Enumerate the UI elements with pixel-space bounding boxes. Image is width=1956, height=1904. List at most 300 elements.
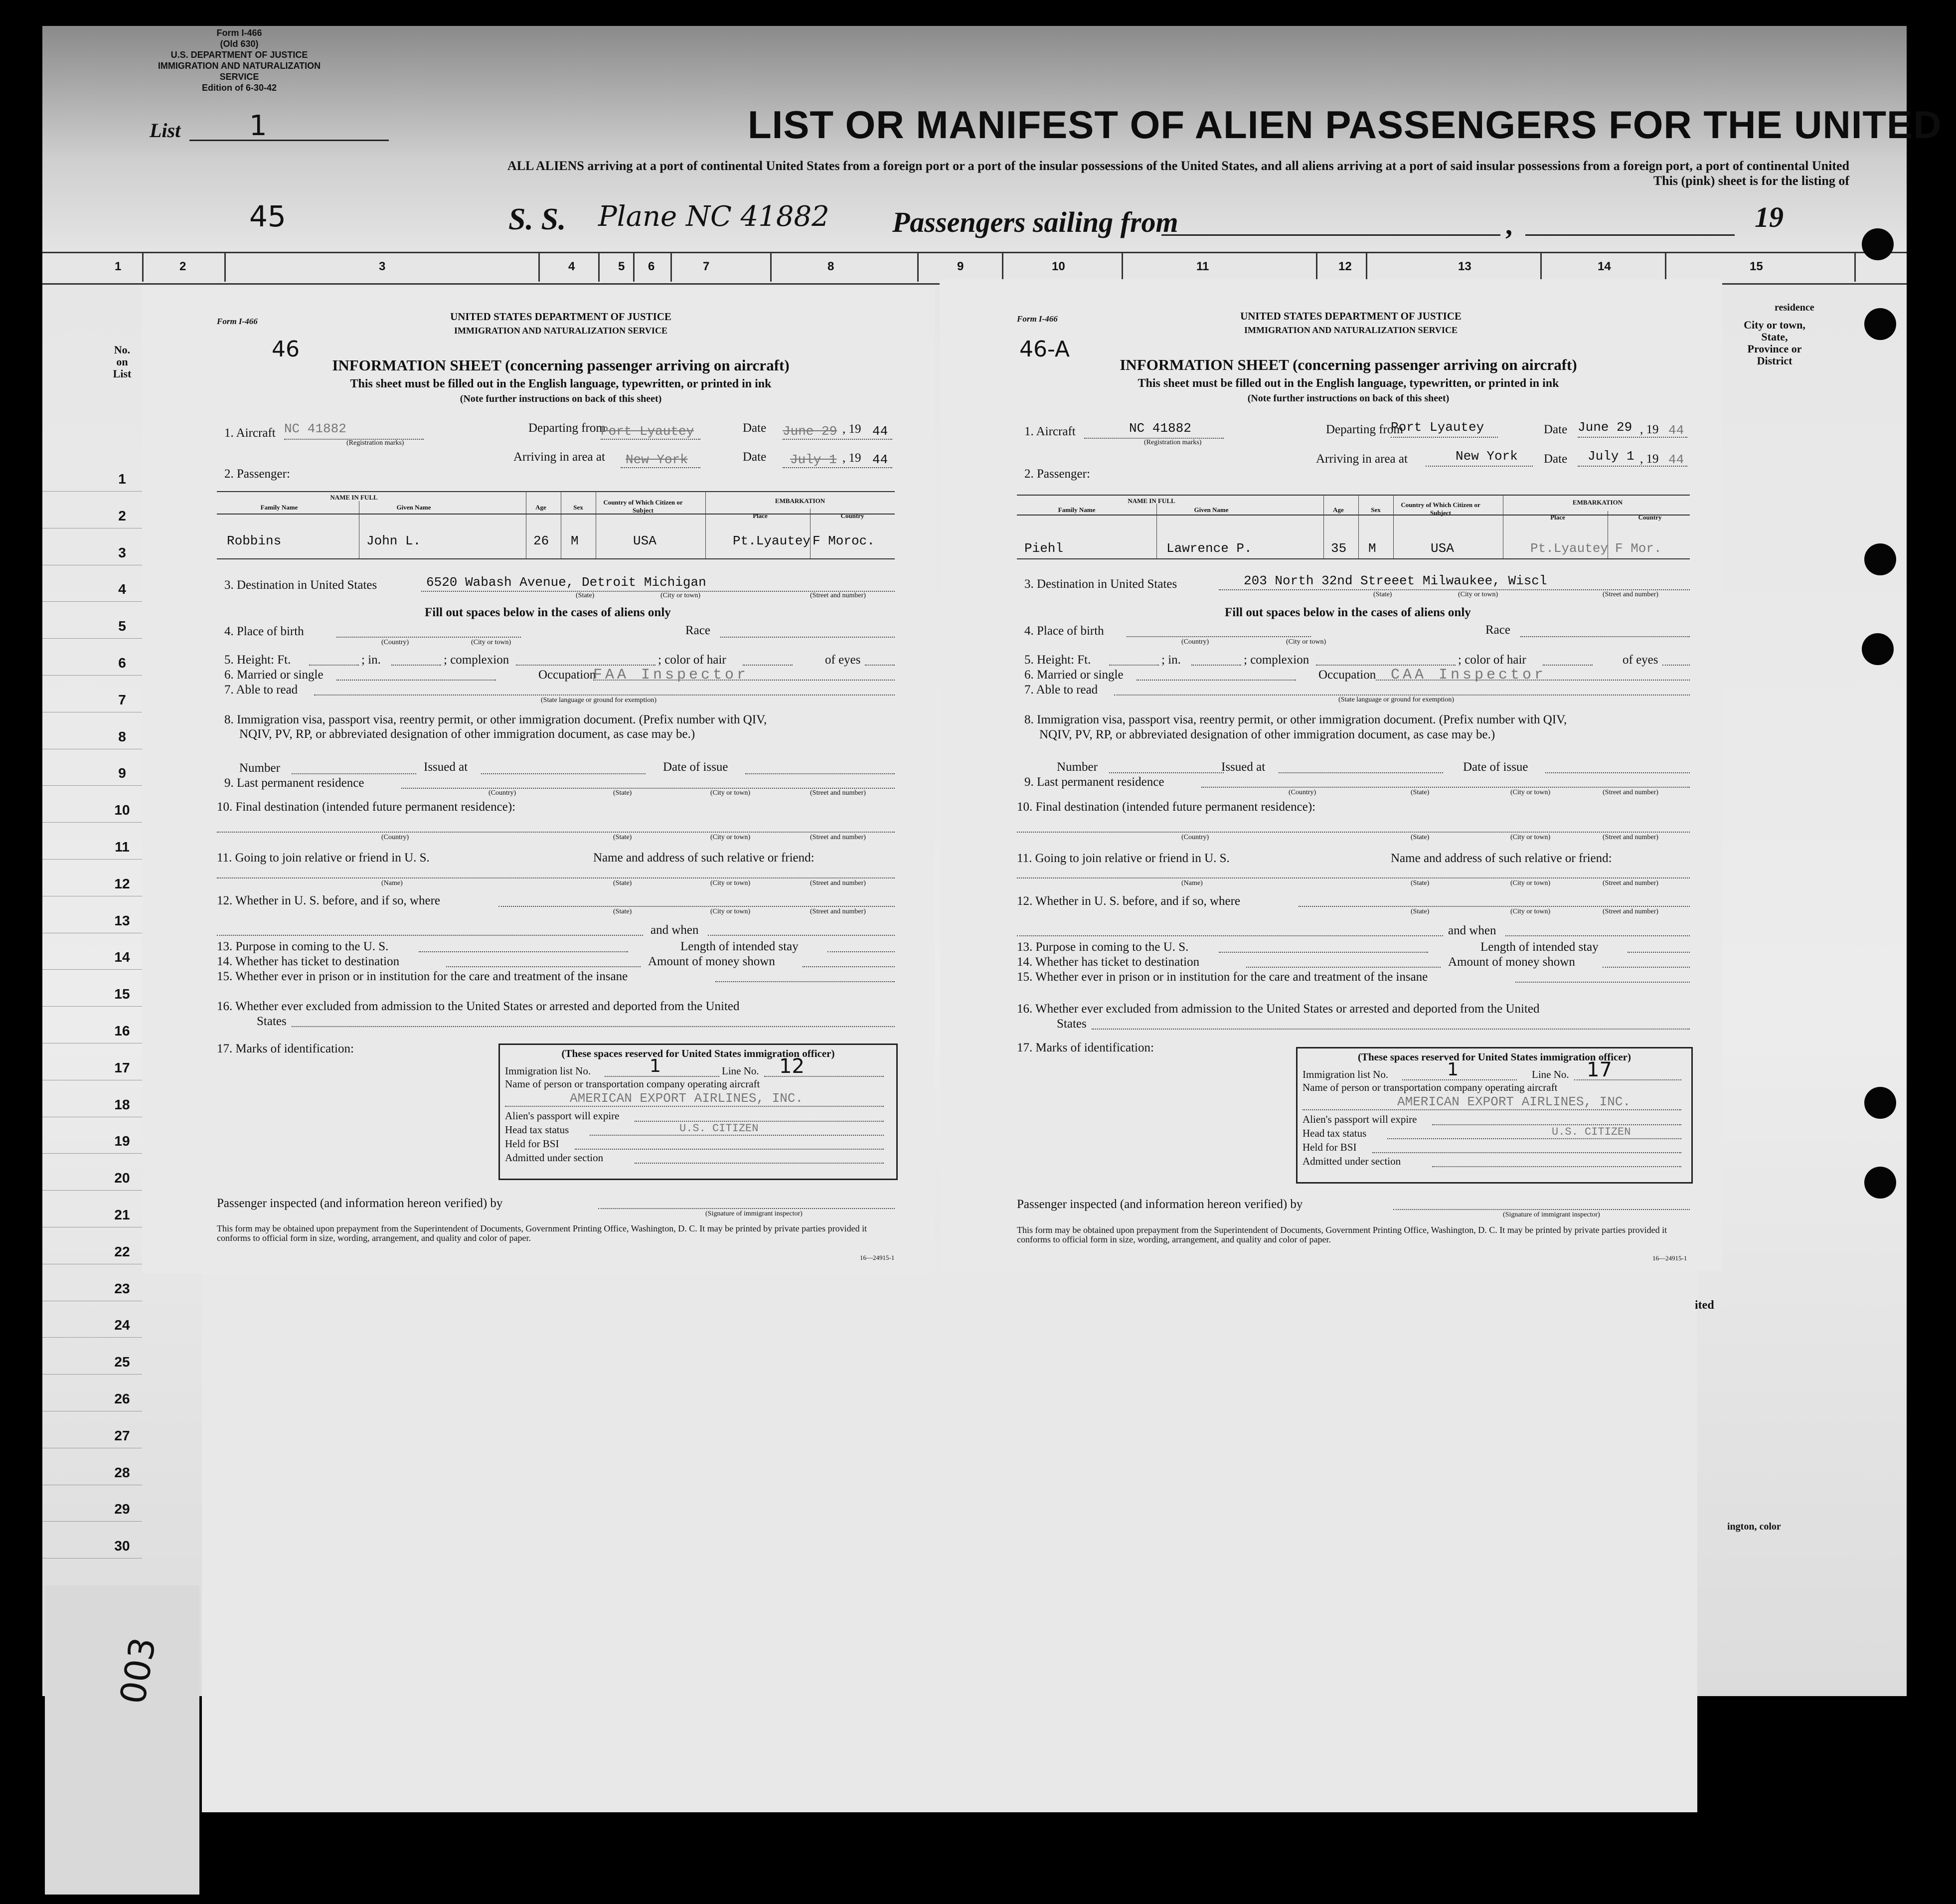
fd-city-caption: (City or town) <box>1510 834 1551 841</box>
passport-expire-label: Alien's passport will expire <box>505 1110 620 1122</box>
sheet-footer: This form may be obtained upon prepayment from the Superintendent of Documents, Government Printing Office, Washington, D. C. It may be printed by private parties provided it conforms to official form in size, wording, arrangement, and quality and color of paper. <box>1017 1225 1667 1244</box>
registration-marks-caption: (Registration marks) <box>1144 439 1202 446</box>
prison-label: 15. Whether ever in prison or in institution for the care and treatment of the insane <box>217 970 628 983</box>
held-bsi-label: Held for BSI <box>505 1138 559 1150</box>
partial-footer-text: ington, color <box>1727 1521 1781 1532</box>
department-name: UNITED STATES DEPARTMENT OF JUSTICE <box>1240 310 1462 322</box>
col-divider <box>1323 495 1324 558</box>
row-number: 15 <box>114 986 130 1002</box>
embarkation-place: Pt.Lyautey <box>1530 541 1609 556</box>
embarkation-place: Pt.Lyautey <box>733 533 811 548</box>
hair-line <box>1543 665 1593 666</box>
handwritten-number: 45 <box>249 199 286 233</box>
col-divider <box>1393 495 1394 558</box>
held-line <box>1372 1152 1681 1153</box>
arriving-label: Arriving in area at <box>1316 452 1408 466</box>
occupation-line <box>593 680 895 681</box>
last-residence-line <box>1201 787 1690 788</box>
passenger-table-bottom <box>1017 558 1690 559</box>
fd-country-caption: (Country) <box>1181 834 1209 841</box>
married-label: 6. Married or single <box>1024 668 1124 682</box>
column-divider <box>1540 252 1542 282</box>
rel-city-caption: (City or town) <box>710 879 751 887</box>
row-rule <box>42 675 142 676</box>
before-street-caption: (Street and number) <box>810 908 866 915</box>
number-line <box>1109 772 1224 773</box>
binder-hole <box>1864 1167 1896 1199</box>
row-number: 24 <box>114 1317 130 1333</box>
excluded-label-2: States <box>257 1015 287 1028</box>
city-header: City or town, State, Province or District <box>1744 319 1805 367</box>
when-line-b <box>708 935 895 936</box>
fd-city-caption: (City or town) <box>710 834 751 841</box>
given-name: Lawrence P. <box>1166 541 1252 556</box>
date-label: Date <box>1544 423 1568 436</box>
arrival-date-value: July 1 <box>790 452 837 467</box>
destination-label: 3. Destination in United States <box>224 578 377 592</box>
imm-list-label: Immigration list No. <box>1303 1068 1389 1080</box>
row-number: 12 <box>114 875 130 891</box>
column-number: 11 <box>1196 260 1209 273</box>
before-street-caption: (Street and number) <box>1603 908 1658 915</box>
number-line <box>292 773 416 774</box>
head-tax-value: U.S. CITIZEN <box>679 1122 759 1135</box>
column-divider <box>1122 252 1123 282</box>
reserved-title: (These spaces reserved for United States immigration officer) <box>561 1047 835 1059</box>
row-rule <box>42 1337 142 1338</box>
arrival-year: 44 <box>1668 452 1684 467</box>
hair-label: ; color of hair <box>1458 653 1526 667</box>
relative-name-caption: (Name) <box>1181 879 1203 887</box>
col-divider <box>1358 495 1359 558</box>
column-divider <box>1366 252 1367 282</box>
row-rule <box>42 1153 142 1154</box>
relative-name-label: Name and address of such relative or friend: <box>593 851 815 865</box>
married-line <box>1137 680 1296 681</box>
year-label: 19 <box>1755 201 1784 233</box>
arriving-value: New York <box>1456 449 1518 464</box>
head-tax-line <box>590 1135 884 1136</box>
aircraft-label: 1. Aircraft <box>224 426 276 440</box>
aircraft-label: 1. Aircraft <box>1024 425 1076 438</box>
dest-city-caption: (City or town) <box>1458 591 1498 598</box>
arrival-date-line <box>1578 466 1687 467</box>
head-tax-line <box>1387 1138 1681 1139</box>
column-number: 10 <box>1052 260 1065 273</box>
row-number: 9 <box>118 765 126 781</box>
row-rule <box>42 1374 142 1375</box>
department-name: UNITED STATES DEPARTMENT OF JUSTICE <box>450 311 671 323</box>
when-line-a <box>1017 935 1443 936</box>
occupation-value: CAA Inspector <box>1391 667 1547 684</box>
marks-label: 17. Marks of identification: <box>1017 1041 1154 1054</box>
issued-at-label: Issued at <box>424 760 468 774</box>
departing-value: Port Lyautey <box>601 424 694 439</box>
excluded-label: 16. Whether ever excluded from admission to the United States or arrested and deported from the United <box>1017 1002 1540 1016</box>
name-in-full-header: NAME IN FULL <box>1128 497 1175 505</box>
addr-country-caption: (Country) <box>1289 789 1316 796</box>
race-label: Race <box>685 624 710 637</box>
ticket-label: 14. Whether has ticket to destination <box>1017 955 1200 969</box>
departing-label: Departing from <box>1326 423 1403 436</box>
print-code: 16—24915-1 <box>1652 1254 1687 1262</box>
row-rule <box>42 1006 142 1007</box>
sheet-title: INFORMATION SHEET (concerning passenger arriving on aircraft) <box>332 356 790 374</box>
column-divider <box>1854 252 1856 282</box>
hair-label: ; color of hair <box>658 653 726 667</box>
money-shown-label: Amount of money shown <box>1448 955 1575 969</box>
eyes-line <box>1662 665 1690 666</box>
occupation-line <box>1376 680 1690 681</box>
destination-label: 3. Destination in United States <box>1024 577 1177 591</box>
row-number: 16 <box>114 1023 130 1039</box>
addr-street-caption: (Street and number) <box>810 789 866 797</box>
marks-label: 17. Marks of identification: <box>217 1042 354 1055</box>
company-label: Name of person or transportation company operating aircraft <box>505 1078 760 1090</box>
height-label: 5. Height: Ft. <box>1024 653 1091 667</box>
row-number: 3 <box>118 544 126 560</box>
addr-street-caption: (Street and number) <box>1603 789 1658 796</box>
sex-value: M <box>571 533 579 548</box>
money-shown-label: Amount of money shown <box>648 955 775 968</box>
final-dest-line <box>217 832 895 833</box>
row-number: 14 <box>114 949 130 965</box>
row-rule <box>42 1521 142 1522</box>
form-ref-line: Edition of 6-30-42 <box>201 83 277 93</box>
list-label: List <box>150 119 181 142</box>
departing-label: Departing from <box>528 421 606 435</box>
relative-line <box>1017 877 1690 878</box>
arrival-date-line <box>783 467 892 468</box>
form-ref-line: U.S. DEPARTMENT OF JUSTICE <box>170 50 308 60</box>
line-no-line <box>764 1076 884 1077</box>
issued-line <box>1279 772 1443 773</box>
column-divider <box>1316 252 1317 282</box>
rel-state-caption: (State) <box>1411 879 1430 887</box>
row-number: 2 <box>118 508 126 523</box>
dest-state-caption: (State) <box>576 592 595 599</box>
age-value: 35 <box>1331 541 1347 556</box>
row-number: 1 <box>118 471 126 487</box>
passport-expire-label: Alien's passport will expire <box>1303 1113 1417 1125</box>
final-destination-label: 10. Final destination (intended future permanent residence): <box>1017 800 1316 814</box>
money-line <box>1603 967 1690 968</box>
before-city-caption: (City or town) <box>710 908 751 915</box>
visa-label-2: NQIV, PV, RP, or abbreviated designation of other immigration document, as case may be.) <box>239 727 695 741</box>
money-line <box>803 966 895 967</box>
length-of-stay-label: Length of intended stay <box>1480 940 1599 954</box>
country-header: Country <box>1638 514 1662 521</box>
ticket-label: 14. Whether has ticket to destination <box>217 955 400 968</box>
admitted-line <box>635 1163 884 1164</box>
us-before-label: 12. Whether in U. S. before, and if so, where <box>1017 894 1241 908</box>
column-number: 12 <box>1338 260 1352 273</box>
when-line-b <box>1505 935 1690 936</box>
addr-country-caption: (Country) <box>489 789 516 797</box>
read-line <box>1114 694 1690 695</box>
dest-city-caption: (City or town) <box>660 592 701 599</box>
place-header: Place <box>753 512 768 519</box>
sailing-date-line <box>1525 234 1735 236</box>
occupation-label: Occupation <box>1318 668 1376 682</box>
length-of-stay-label: Length of intended stay <box>680 940 799 953</box>
row-rule <box>42 859 142 860</box>
inspector-line <box>1393 1209 1690 1210</box>
column-divider <box>1665 252 1666 282</box>
before-state-caption: (State) <box>613 908 632 915</box>
column-number: 1 <box>115 260 122 273</box>
fd-street-caption: (Street and number) <box>1603 834 1658 841</box>
read-caption: (State language or ground for exemption) <box>541 696 657 704</box>
passenger-table-bottom <box>217 558 895 559</box>
arrival-date-label: Date <box>1544 452 1568 466</box>
passenger-label: 2. Passenger: <box>1024 467 1090 481</box>
sex-value: M <box>1368 541 1376 556</box>
arriving-line <box>621 467 700 468</box>
hair-line <box>743 665 793 666</box>
inspected-label: Passenger inspected (and information hereon verified) by <box>1017 1198 1303 1211</box>
prison-line <box>1515 982 1690 983</box>
height-in-label: ; in. <box>361 653 381 667</box>
purpose-label: 13. Purpose in coming to the U. S. <box>1017 940 1189 954</box>
column-number: 3 <box>379 260 386 273</box>
column-number: 2 <box>179 260 186 273</box>
place-of-birth-label: 4. Place of birth <box>224 625 304 638</box>
column-number: 13 <box>1458 260 1471 273</box>
column-number: 4 <box>568 260 575 273</box>
length-line <box>827 951 895 952</box>
no-on-list-header: No. on List <box>113 344 132 380</box>
ticket-line <box>446 966 641 967</box>
admitted-label: Admitted under section <box>505 1152 604 1164</box>
binder-hole <box>1864 1087 1896 1119</box>
dest-state-caption: (State) <box>1373 591 1392 598</box>
company-line <box>1303 1109 1681 1110</box>
sailing-label: Passengers sailing from <box>892 206 1178 238</box>
imm-list-number: 1 <box>1447 1059 1459 1080</box>
partial-text: ited <box>1695 1299 1714 1312</box>
row-number: 6 <box>118 655 126 671</box>
number-label: Number <box>239 761 280 775</box>
embarkation-header: EMBARKATION <box>775 497 825 505</box>
us-before-line <box>498 906 895 907</box>
complexion-label: ; complexion <box>444 653 509 667</box>
column-divider <box>598 252 600 282</box>
fd-state-caption: (State) <box>1411 834 1430 841</box>
admitted-label: Admitted under section <box>1303 1155 1401 1167</box>
column-number: 8 <box>827 260 834 273</box>
destination-value: 203 North 32nd Streeet Milwaukee, Wiscl <box>1244 573 1547 588</box>
print-code: 16—24915-1 <box>860 1254 895 1261</box>
issued-line <box>481 773 646 774</box>
row-rule <box>42 491 142 492</box>
complexion-line <box>516 665 655 666</box>
row-number: 21 <box>114 1207 130 1222</box>
column-divider <box>917 252 919 282</box>
form-reference <box>145 27 334 93</box>
race-label: Race <box>1485 623 1510 637</box>
col-divider <box>1156 504 1157 558</box>
addr-state-caption: (State) <box>613 789 632 797</box>
last-residence-label: 9. Last permanent residence <box>224 776 364 790</box>
eyes-label: of eyes <box>1623 653 1658 667</box>
place-of-birth-label: 4. Place of birth <box>1024 624 1104 638</box>
us-before-label: 12. Whether in U. S. before, and if so, where <box>217 894 441 907</box>
sheet-instructions: This sheet must be filled out in the English language, typewritten, or printed in ink <box>1138 377 1559 390</box>
family-name-header: Family Name <box>260 504 298 511</box>
officer-reserved-box <box>1296 1047 1693 1184</box>
line-no-line <box>1574 1079 1681 1080</box>
final-destination-label: 10. Final destination (intended future permanent residence): <box>217 800 516 814</box>
eyes-label: of eyes <box>825 653 861 667</box>
departing-line <box>1391 437 1498 438</box>
row-number: 25 <box>114 1354 130 1370</box>
row-rule <box>42 822 142 823</box>
relative-name-caption: (Name) <box>381 879 403 887</box>
eyes-line <box>865 665 895 666</box>
passenger-table-top <box>1017 495 1690 496</box>
imm-list-line <box>605 1076 719 1077</box>
read-caption: (State language or ground for exemption) <box>1338 696 1455 703</box>
dest-street-caption: (Street and number) <box>1603 591 1658 598</box>
row-rule <box>42 638 142 639</box>
column-number: 7 <box>703 260 710 273</box>
rel-city-caption: (City or town) <box>1510 879 1551 887</box>
relative-line <box>217 877 895 878</box>
addr-city-caption: (City or town) <box>1510 789 1551 796</box>
manifest-subtitle: ALL ALIENS arriving at a port of continental United States from a foreign port or a port of the insular possessions of the United States, and all aliens arriving at a port of said insular possessions from a foreign port, a port of continental United <box>507 159 1849 173</box>
passenger-label: 2. Passenger: <box>224 467 290 481</box>
binder-hole <box>1864 308 1896 340</box>
aliens-only-note: Fill out spaces below in the cases of aliens only <box>1225 606 1471 619</box>
sheet-note: (Note further instructions on back of this sheet) <box>1247 393 1450 404</box>
column-divider <box>142 252 144 282</box>
column-divider <box>770 252 772 282</box>
row-number: 26 <box>114 1391 130 1406</box>
line-number: 17 <box>1587 1058 1612 1081</box>
aircraft-value: NC 41882 <box>284 421 346 436</box>
fd-country-caption: (Country) <box>381 834 409 841</box>
reserved-title: (These spaces reserved for United States immigration officer) <box>1357 1051 1631 1063</box>
form-number: Form I-466 <box>1017 314 1058 324</box>
handwritten-sheet-number: 46 <box>272 337 300 362</box>
us-before-line <box>1299 906 1690 907</box>
handwritten-sheet-number: 46-A <box>1019 337 1070 362</box>
registration-marks-caption: (Registration marks) <box>346 439 404 447</box>
row-rule <box>42 785 142 786</box>
signature-caption: (Signature of immigrant inspector) <box>705 1210 803 1217</box>
column-number: 9 <box>957 260 964 273</box>
line-no-label: Line No. <box>722 1065 759 1077</box>
imm-list-number: 1 <box>650 1056 661 1076</box>
company-label: Name of person or transportation company operating aircraft <box>1303 1081 1558 1093</box>
held-line <box>575 1149 884 1150</box>
date-issue-line <box>745 773 895 774</box>
ss-label: S. S. <box>508 202 566 236</box>
row-number: 27 <box>114 1427 130 1443</box>
date-of-issue-label: Date of issue <box>663 760 728 774</box>
admitted-line <box>1432 1166 1681 1167</box>
column-number: 15 <box>1750 260 1763 273</box>
name-in-full-header: NAME IN FULL <box>330 494 378 501</box>
occupation-value: FAA Inspector <box>593 667 749 684</box>
length-line <box>1628 952 1690 953</box>
visa-label: 8. Immigration visa, passport visa, reentry permit, or other immigration document. (Prefix number with QIV, <box>1024 713 1567 726</box>
departing-year-prefix: , 19 <box>842 422 861 436</box>
embarkation-header: EMBARKATION <box>1572 499 1623 506</box>
column-divider <box>670 252 672 282</box>
height-ft-line <box>309 665 359 666</box>
date-label: Date <box>743 421 767 435</box>
archive-stamp-number: 003 <box>112 1634 164 1707</box>
row-number: 19 <box>114 1133 130 1149</box>
excluded-line <box>1092 1029 1690 1030</box>
row-number: 5 <box>118 618 126 634</box>
citizen-value: USA <box>633 533 656 548</box>
sailing-port-line <box>1161 234 1500 236</box>
purpose-label: 13. Purpose in coming to the U. S. <box>217 940 389 953</box>
occupation-label: Occupation <box>538 668 596 682</box>
fd-street-caption: (Street and number) <box>810 834 866 841</box>
arrival-date-value: July 1 <box>1588 449 1634 464</box>
aliens-only-note: Fill out spaces below in the cases of aliens only <box>425 606 671 619</box>
number-label: Number <box>1057 760 1098 774</box>
married-label: 6. Married or single <box>224 668 324 682</box>
sex-header: Sex <box>573 504 583 511</box>
height-label: 5. Height: Ft. <box>224 653 291 667</box>
list-value: 1 <box>249 110 267 142</box>
company-value: AMERICAN EXPORT AIRLINES, INC. <box>570 1091 804 1106</box>
row-number: 18 <box>114 1096 130 1112</box>
before-city-caption: (City or town) <box>1510 908 1551 915</box>
complexion-label: ; complexion <box>1244 653 1309 667</box>
complexion-line <box>1316 665 1456 666</box>
final-dest-line <box>1017 832 1690 833</box>
date-of-issue-label: Date of issue <box>1463 760 1528 774</box>
citizen-country-header: Country of Which Citizen or Subject <box>603 499 683 514</box>
race-line <box>720 637 895 638</box>
officer-reserved-box <box>498 1043 898 1180</box>
purpose-line <box>1219 952 1428 953</box>
before-state-caption: (State) <box>1411 908 1430 915</box>
form-ref-line: (Old 630) <box>220 39 259 49</box>
departing-year-prefix: , 19 <box>1640 423 1659 436</box>
departing-date-value: June 29 <box>783 424 837 439</box>
given-name-header: Given Name <box>1194 506 1229 514</box>
excluded-label-2: States <box>1057 1017 1087 1031</box>
sheet-footer: This form may be obtained upon prepayment from the Superintendent of Documents, Government Printing Office, Washington, D. C. It may be printed by private parties provided it conforms to official form in size, wording, arrangement, and quality and color of paper. <box>217 1223 867 1243</box>
head-tax-label: Head tax status <box>505 1124 569 1136</box>
manifest-title: LIST OR MANIFEST OF ALIEN PASSENGERS FOR THE UNITED <box>748 103 1942 147</box>
country-header: Country <box>840 512 864 519</box>
height-in-label: ; in. <box>1161 653 1181 667</box>
arriving-label: Arriving in area at <box>513 450 605 464</box>
addr-city-caption: (City or town) <box>710 789 751 797</box>
prison-line <box>715 981 895 982</box>
departing-year: 44 <box>1668 423 1684 438</box>
column-number: 14 <box>1598 260 1611 273</box>
column-number: 5 <box>618 260 625 273</box>
inspected-label: Passenger inspected (and information hereon verified) by <box>217 1197 503 1210</box>
manifest-subtitle-2: This (pink) sheet is for the listing of <box>1653 173 1849 188</box>
excluded-label: 16. Whether ever excluded from admission to the United States or arrested and deported from the United <box>217 1000 740 1013</box>
birth-country-caption: (Country) <box>381 639 409 646</box>
information-sheet-left <box>142 287 935 1274</box>
visa-label-2: NQIV, PV, RP, or abbreviated designation of other immigration document, as case may be.) <box>1039 728 1495 741</box>
visa-label: 8. Immigration visa, passport visa, reentry permit, or other immigration document. (Prefix number with QIV, <box>224 713 767 726</box>
departing-date-value: June 29 <box>1578 420 1632 435</box>
last-residence-line <box>401 788 895 789</box>
